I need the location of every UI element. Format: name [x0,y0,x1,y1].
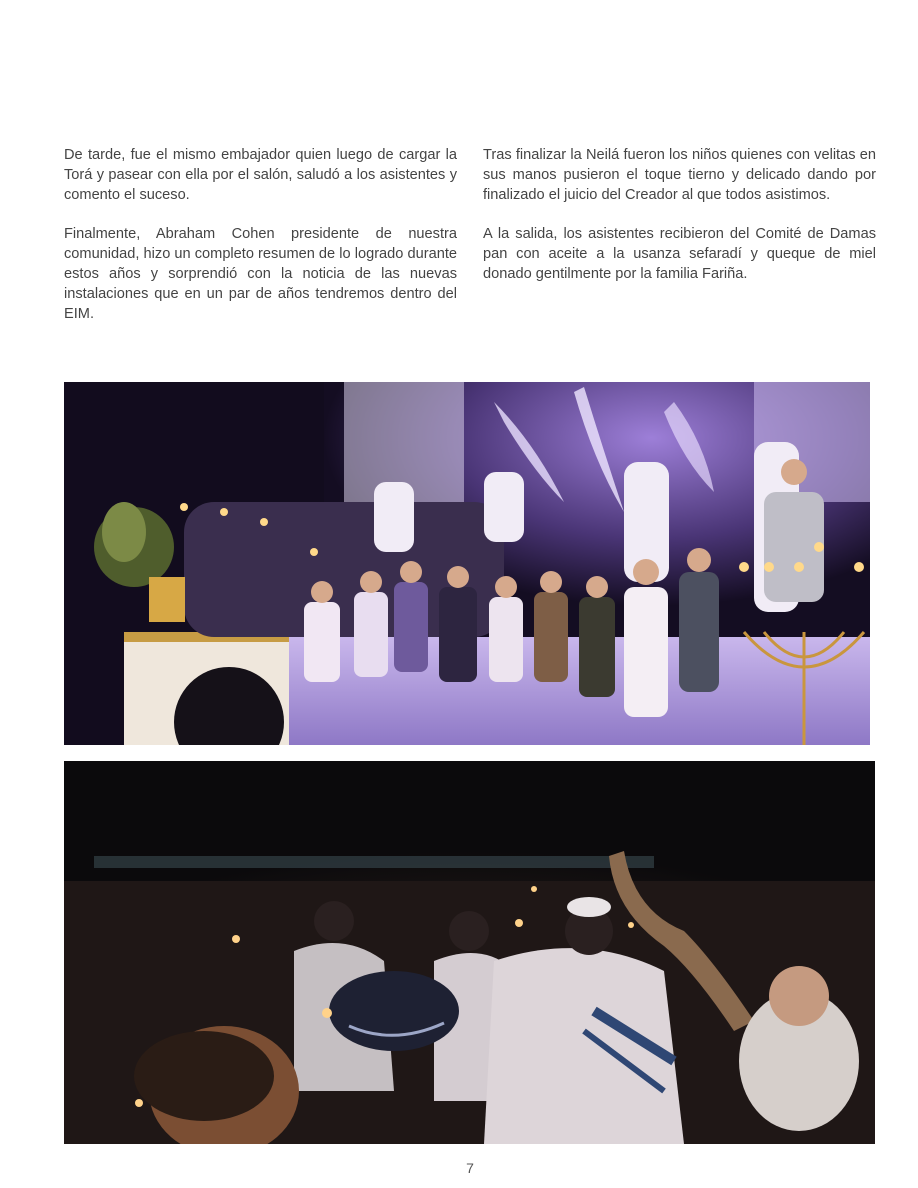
photo-children-candles-stage [64,382,870,745]
photo-congregation-shofar [64,761,875,1144]
article-column-left [64,146,457,344]
paragraph: De tarde, fue el mismo embajador quien luego de cargar la Torá y pasear con ella por el salón, saludó a los asistentes y comento el suceso. [64,147,457,203]
article-column-right [483,146,876,305]
page-number: 7 [466,1160,474,1176]
paragraph: A la salida, los asistentes recibieron del Comité de Damas pan con aceite a la usanza sefaradí y queque de miel donado gentilmente por la familia Fariña. [483,226,876,282]
paragraph: Tras finalizar la Neilá fueron los niños quienes con velitas en sus manos pusieron el toque tierno y delicado dando por finalizado el juicio del Creador al que todos asistimos. [483,147,876,203]
paragraph: Finalmente, Abraham Cohen presidente de nuestra comunidad, hizo un completo resumen de lo logrado durante estos años y sorprendió con la noticia de las nuevas instalaciones que en un par de años tendremos dentro del EIM. [64,226,457,322]
